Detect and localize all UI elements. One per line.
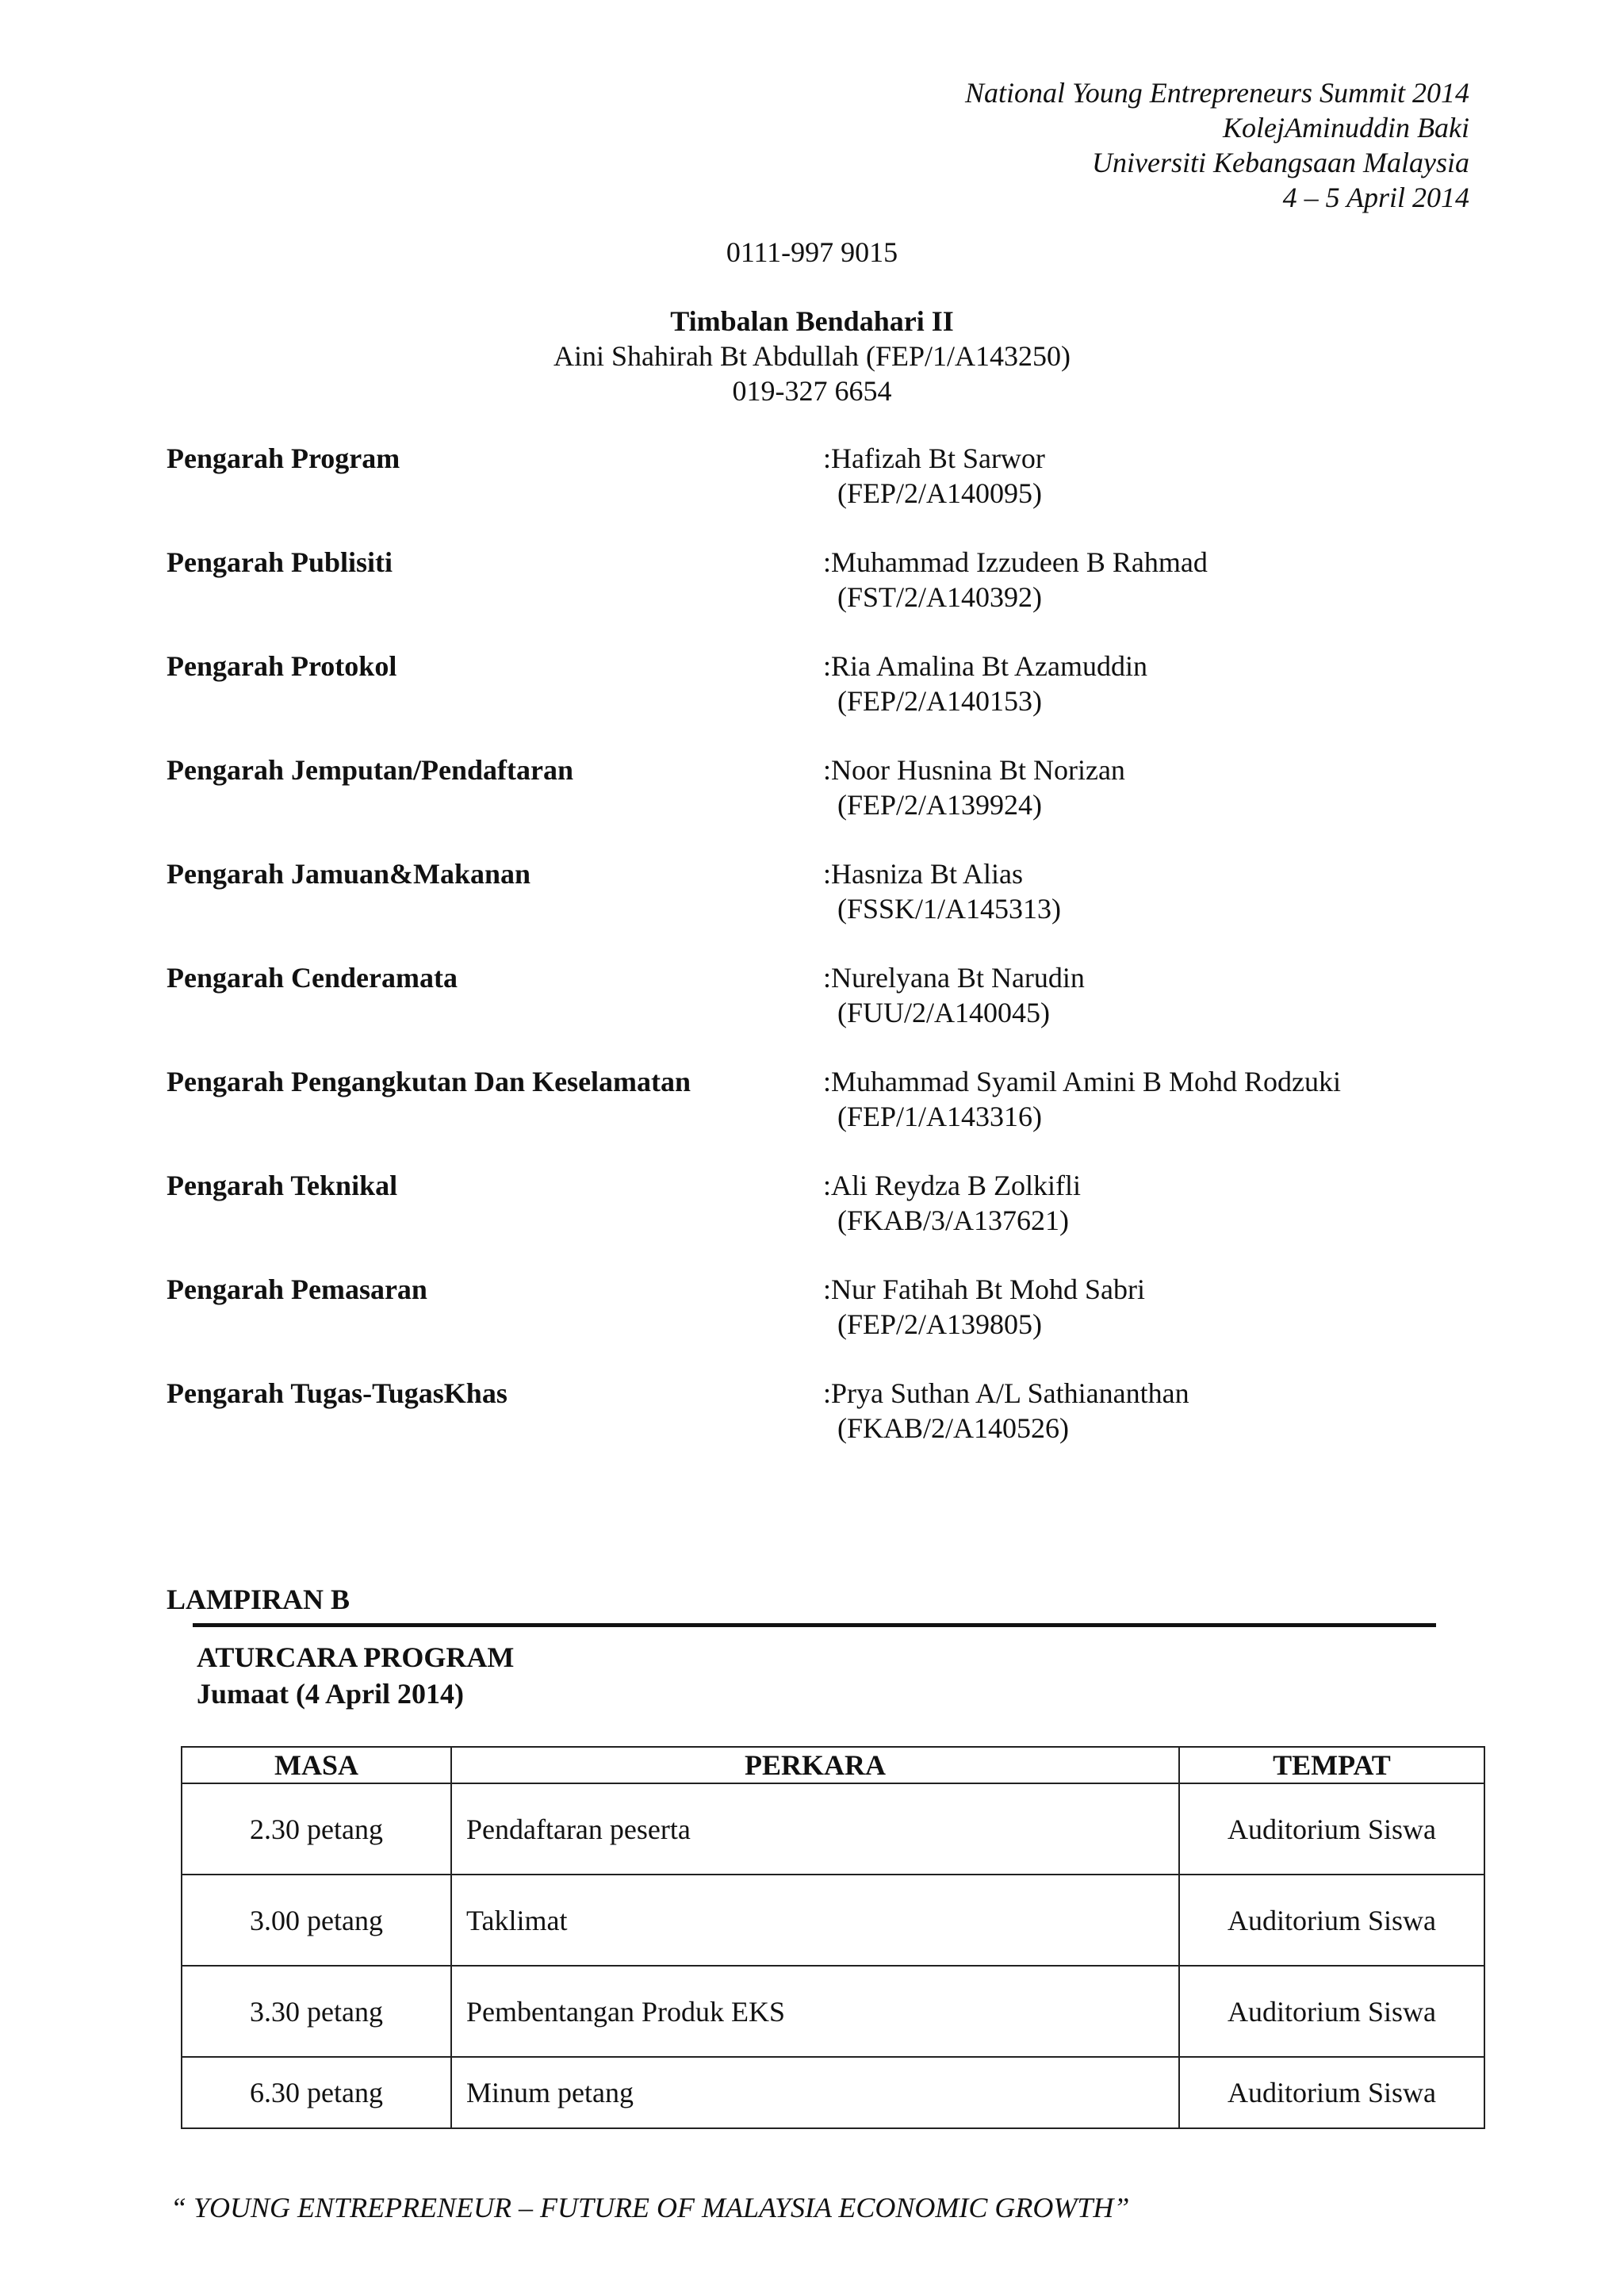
committee-person <box>823 545 1208 615</box>
schedule-table <box>181 1746 1485 2129</box>
committee-name: :Hasniza Bt Alias <box>823 858 1023 890</box>
committee-name: :Nur Fatihah Bt Mohd Sabri <box>823 1273 1145 1305</box>
schedule-activity-cell <box>451 1783 1179 1875</box>
event-date: 4 – 5 April 2014 <box>1282 182 1469 213</box>
committee-id: (FUU/2/A140045) <box>837 997 1050 1028</box>
committee-id: (FEP/1/A143316) <box>837 1101 1043 1132</box>
deputy-treasurer-title: Timbalan Bendahari II <box>670 305 954 337</box>
committee-role: Pengarah Jamuan&Makanan <box>167 858 531 890</box>
schedule-activity: Minum petang <box>466 2077 634 2108</box>
schedule-activity-cell <box>451 2057 1179 2128</box>
committee-person <box>823 753 1125 822</box>
committee-name: :Hafizah Bt Sarwor <box>823 442 1045 474</box>
program-schedule-heading <box>197 1639 514 1712</box>
column-header-tempat: TEMPAT <box>1179 1747 1484 1783</box>
committee-id: (FEP/2/A139924) <box>837 789 1043 821</box>
section-divider <box>193 1623 1436 1627</box>
committee-row <box>167 1272 1435 1376</box>
committee-id: (FEP/2/A140153) <box>837 685 1043 717</box>
committee-name: :Muhammad Syamil Amini B Mohd Rodzuki <box>823 1066 1342 1097</box>
schedule-venue: Auditorium Siswa <box>1179 1875 1484 1966</box>
appendix-heading: LAMPIRAN B <box>167 1584 350 1615</box>
schedule-header-row <box>182 1747 1484 1783</box>
event-college: KolejAminuddin Baki <box>1223 112 1469 144</box>
committee-role: Pengarah Jemputan/Pendaftaran <box>167 754 573 786</box>
committee-name: :Nurelyana Bt Narudin <box>823 962 1085 994</box>
schedule-time: 6.30 petang <box>182 2057 451 2128</box>
committee-person <box>823 1168 1081 1238</box>
table-row <box>182 1966 1484 2057</box>
committee-role: Pengarah Protokol <box>167 650 397 682</box>
committee-list <box>167 441 1435 1480</box>
schedule-venue: Auditorium Siswa <box>1179 1966 1484 2057</box>
table-row <box>182 2057 1484 2128</box>
program-schedule-title: ATURCARA PROGRAM <box>197 1641 515 1673</box>
committee-person <box>823 1376 1189 1446</box>
schedule-time: 2.30 petang <box>182 1783 451 1875</box>
committee-row <box>167 1168 1435 1272</box>
schedule-time: 3.30 petang <box>182 1966 451 2057</box>
committee-row <box>167 1064 1435 1168</box>
program-schedule-date: Jumaat (4 April 2014) <box>197 1678 464 1710</box>
committee-person <box>823 649 1147 718</box>
committee-role: Pengarah Program <box>167 442 400 474</box>
table-row <box>182 1875 1484 1966</box>
committee-role: Pengarah Publisiti <box>167 546 393 578</box>
top-phone-number: 0111-997 9015 <box>726 236 898 268</box>
committee-name: :Noor Husnina Bt Norizan <box>823 754 1125 786</box>
committee-id: (FEP/2/A140095) <box>837 477 1043 509</box>
schedule-activity: Pendaftaran peserta <box>466 1813 691 1845</box>
committee-person <box>823 1064 1341 1134</box>
deputy-treasurer-name: Aini Shahirah Bt Abdullah (FEP/1/A143250) <box>553 340 1071 372</box>
schedule-time: 3.00 petang <box>182 1875 451 1966</box>
committee-row <box>167 441 1435 545</box>
committee-name: :Muhammad Izzudeen B Rahmad <box>823 546 1208 578</box>
committee-id: (FST/2/A140392) <box>837 581 1043 613</box>
committee-name: :Ria Amalina Bt Azamuddin <box>823 650 1147 682</box>
column-header-masa: MASA <box>182 1747 451 1783</box>
event-header <box>965 75 1469 215</box>
committee-row <box>167 649 1435 753</box>
committee-row <box>167 960 1435 1064</box>
committee-id: (FKAB/3/A137621) <box>837 1204 1070 1236</box>
committee-row <box>167 1376 1435 1480</box>
committee-role: Pengarah Tugas-TugasKhas <box>167 1377 508 1409</box>
committee-person <box>823 856 1061 926</box>
schedule-activity-cell <box>451 1966 1179 2057</box>
committee-name: :Prya Suthan A/L Sathiananthan <box>823 1377 1189 1409</box>
committee-name: :Ali Reydza B Zolkifli <box>823 1170 1081 1201</box>
schedule-activity-cell <box>451 1875 1179 1966</box>
event-university: Universiti Kebangsaan Malaysia <box>1092 147 1469 178</box>
table-row <box>182 1783 1484 1875</box>
committee-row <box>167 545 1435 649</box>
committee-person <box>823 441 1045 511</box>
deputy-treasurer-phone: 019-327 6654 <box>732 375 892 407</box>
committee-role: Pengarah Pengangkutan Dan Keselamatan <box>167 1066 691 1097</box>
committee-id: (FKAB/2/A140526) <box>837 1412 1070 1444</box>
committee-role: Pengarah Teknikal <box>167 1170 398 1201</box>
event-title: National Young Entrepreneurs Summit 2014 <box>964 77 1469 109</box>
schedule-activity: Pembentangan Produk EKS <box>466 1995 785 2028</box>
schedule-venue: Auditorium Siswa <box>1179 1783 1484 1875</box>
committee-role: Pengarah Pemasaran <box>167 1273 427 1305</box>
committee-row <box>167 856 1435 960</box>
committee-person <box>823 960 1085 1030</box>
committee-id: (FEP/2/A139805) <box>837 1308 1043 1340</box>
committee-role: Pengarah Cenderamata <box>167 962 458 994</box>
committee-person <box>823 1272 1145 1342</box>
committee-id: (FSSK/1/A145313) <box>837 893 1062 925</box>
column-header-perkara: PERKARA <box>451 1747 1179 1783</box>
schedule-venue: Auditorium Siswa <box>1179 2057 1484 2128</box>
footer-slogan: “ YOUNG ENTREPRENEUR – FUTURE OF MALAYSIA ECONOMIC GROWTH” <box>170 2192 1130 2223</box>
schedule-activity: Taklimat <box>466 1904 568 1936</box>
committee-row <box>167 753 1435 856</box>
